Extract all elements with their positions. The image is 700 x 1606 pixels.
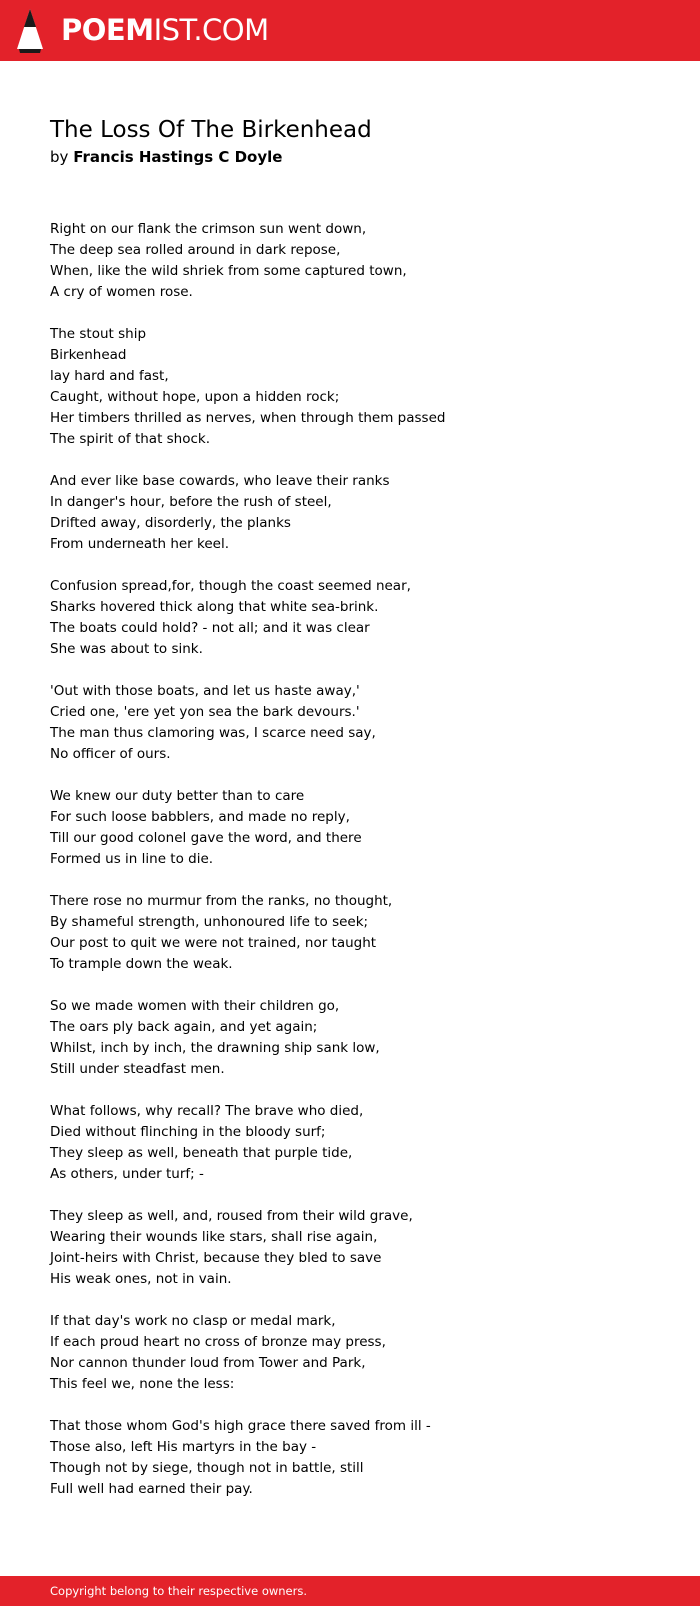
poem-line: Though not by siege, though not in battle, still bbox=[50, 1460, 364, 1476]
logo-text-bold: POEM bbox=[61, 13, 154, 47]
poem-line: What follows, why recall? The brave who died, bbox=[50, 1103, 364, 1119]
poem-line: And ever like base cowards, who leave their ranks bbox=[50, 473, 390, 489]
poem-line: Confusion spread,for, though the coast seemed near, bbox=[50, 578, 411, 594]
poem-line: From underneath her keel. bbox=[50, 536, 230, 552]
copyright-text: Copyright belong to their respective owners. bbox=[50, 1584, 308, 1598]
poem-line: His weak ones, not in vain. bbox=[50, 1271, 232, 1287]
poem-line: The spirit of that shock. bbox=[50, 431, 211, 447]
poem-stanza bbox=[50, 324, 670, 450]
poem-line: When, like the wild shriek from some captured town, bbox=[50, 263, 407, 279]
poem-line: That those whom God's high grace there saved from ill - bbox=[50, 1418, 431, 1434]
pencil-tip-icon bbox=[17, 9, 43, 53]
poem-stanza bbox=[50, 681, 670, 765]
poem-line: We knew our duty better than to care bbox=[50, 788, 305, 804]
poem-stanza bbox=[50, 1206, 670, 1290]
poem-line: The stout ship bbox=[50, 326, 147, 342]
poem-line: She was about to sink. bbox=[50, 641, 203, 657]
poem-line: So we made women with their children go, bbox=[50, 998, 340, 1014]
poem-line: Still under steadfast men. bbox=[50, 1061, 225, 1077]
poem-line: The deep sea rolled around in dark repose, bbox=[50, 242, 341, 258]
poem-title: The Loss Of The Birkenhead bbox=[50, 117, 372, 143]
poem-line: Joint-heirs with Christ, because they bled to save bbox=[50, 1250, 382, 1266]
poem-stanza bbox=[50, 576, 670, 660]
poem-line: In danger's hour, before the rush of steel, bbox=[50, 494, 332, 510]
poem-line: If each proud heart no cross of bronze may press, bbox=[50, 1334, 386, 1350]
poem-line: No officer of ours. bbox=[50, 746, 171, 762]
site-header bbox=[0, 0, 700, 61]
poem-line: 'Out with those boats, and let us haste away,' bbox=[50, 683, 360, 699]
poem-line: Till our good colonel gave the word, and there bbox=[50, 830, 362, 846]
poem-stanza bbox=[50, 891, 670, 975]
poem-line: Wearing their wounds like stars, shall rise again, bbox=[50, 1229, 378, 1245]
poem-stanza bbox=[50, 1311, 670, 1395]
poem-line: Our post to quit we were not trained, nor taught bbox=[50, 935, 377, 951]
poem-line: Sharks hovered thick along that white sea-brink. bbox=[50, 599, 379, 615]
poem-line: For such loose babblers, and made no reply, bbox=[50, 809, 350, 825]
poem-stanza bbox=[50, 471, 670, 555]
logo-text-light: IST.COM bbox=[153, 13, 269, 47]
poem-stanza bbox=[50, 786, 670, 870]
site-footer bbox=[0, 1576, 700, 1606]
poem-line: Whilst, inch by inch, the drawning ship sank low, bbox=[50, 1040, 380, 1056]
poem-line: They sleep as well, and, roused from their wild grave, bbox=[50, 1208, 413, 1224]
poem-line: Full well had earned their pay. bbox=[50, 1481, 253, 1497]
poem-line: They sleep as well, beneath that purple tide, bbox=[50, 1145, 353, 1161]
poem-line: Nor cannon thunder loud from Tower and Park, bbox=[50, 1355, 366, 1371]
poem-line: Cried one, 'ere yet yon sea the bark devours.' bbox=[50, 704, 360, 720]
poem-line: This feel we, none the less: bbox=[50, 1376, 235, 1392]
poem-line: Those also, left His martyrs in the bay - bbox=[50, 1439, 317, 1455]
site-logo-text bbox=[61, 13, 269, 47]
poem-heading bbox=[50, 114, 660, 167]
poem-line: As others, under turf; - bbox=[50, 1166, 204, 1182]
poem-line: The boats could hold? - not all; and it was clear bbox=[50, 620, 370, 636]
poem-line: The oars ply back again, and yet again; bbox=[50, 1019, 318, 1035]
poem-byline bbox=[50, 147, 660, 167]
poem-line: There rose no murmur from the ranks, no thought, bbox=[50, 893, 393, 909]
poem-line: To trample down the weak. bbox=[50, 956, 233, 972]
poem-line: Drifted away, disorderly, the planks bbox=[50, 515, 291, 531]
poem-stanza bbox=[50, 996, 670, 1080]
poem-line: lay hard and fast, bbox=[50, 368, 169, 384]
author-link[interactable]: Francis Hastings C Doyle bbox=[73, 148, 283, 166]
poem-line: If that day's work no clasp or medal mark, bbox=[50, 1313, 336, 1329]
poem-line: Birkenhead bbox=[50, 347, 127, 363]
by-label: by bbox=[50, 148, 69, 166]
poem-line: By shameful strength, unhonoured life to seek; bbox=[50, 914, 369, 930]
poem-stanza bbox=[50, 219, 670, 303]
poem-line: A cry of women rose. bbox=[50, 284, 193, 300]
poem-line: The man thus clamoring was, I scarce need say, bbox=[50, 725, 376, 741]
poem-body bbox=[50, 219, 670, 1521]
poem-line: Caught, without hope, upon a hidden rock; bbox=[50, 389, 340, 405]
poem-line: Formed us in line to die. bbox=[50, 851, 214, 867]
poem-line: Right on our flank the crimson sun went down, bbox=[50, 221, 367, 237]
poem-stanza bbox=[50, 1416, 670, 1500]
poem-line: Died without flinching in the bloody surf; bbox=[50, 1124, 326, 1140]
poem-stanza bbox=[50, 1101, 670, 1185]
poem-line: Her timbers thrilled as nerves, when through them passed bbox=[50, 410, 446, 426]
